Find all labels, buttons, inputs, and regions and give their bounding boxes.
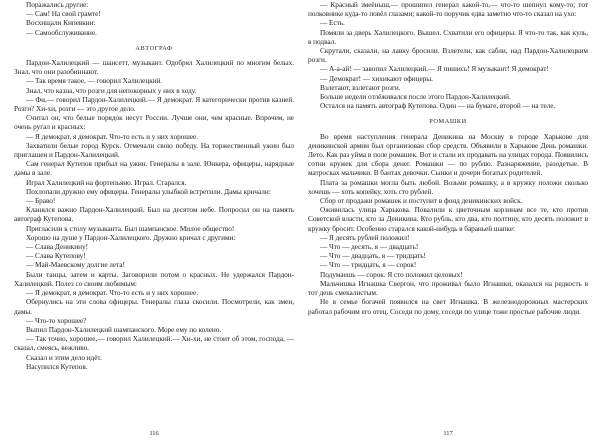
paragraph-line: Похлопали дружно ему офицеры. Генералы улыбкой встретили. Дамы кричали: xyxy=(26,186,271,196)
paragraph-line: Сам генерал Кутепов прибыл на ужин. Генералы в зале. Юнкера, офицеры, нарядные дамы в зале. xyxy=(14,159,294,178)
paragraph-line: Знал, что казна, что розги для непокорных у них в ходу. xyxy=(26,85,197,95)
paragraph-line: — Май-Маевскому долгие лета! xyxy=(26,260,125,270)
paragraph-line: — Что — десять, я — двадцать! xyxy=(320,242,419,252)
left-page-body xyxy=(14,58,294,371)
right-page-body xyxy=(308,132,588,316)
right-page xyxy=(308,0,588,448)
intro-line: Поражались другие: xyxy=(26,0,89,9)
page-number-right: 117 xyxy=(443,430,453,437)
paragraph-line: Были танцы, затем и карты. Заговорили потом о красных. Не удержался Пардон-Халилецкий. Полез со своим любимым: xyxy=(14,269,294,288)
paragraph-line: Обернулись на эти слова офицеры. Генералы глаза скосили. Посмотрели, как змеи, дамы. xyxy=(14,297,294,316)
intro-line: Восхищали Кипевкии: xyxy=(26,18,96,28)
paragraph-line: Кланялся важно Пардон-Халилецкий. Был на десятом небе. Попросил он на память автограф Кутепова. xyxy=(14,205,294,224)
paragraph-line: — А-а-ай! — завопил Халилецкий.— Я пишись! Я музыкант! Я демократ! xyxy=(320,64,549,74)
paragraph-line: Захватили белые город Курск. Отмечали свою победу. На торжественный ужин был приглашен и Пардон-Халилецкий. xyxy=(14,140,294,160)
paragraph-line: Подумаешь — сорок. Я сто положил целовых! xyxy=(320,269,463,279)
paragraph-line: Пригласили к столу музыканта. Был шампанское. Милое общество! xyxy=(26,223,235,233)
paragraph-line: Сбор от продажи ромашек и поступит в фонд деникинских войск. xyxy=(320,196,523,206)
paragraph-line: Больше недели отлёживался после этого Пардон-Халилецкий. xyxy=(320,92,511,102)
paragraph-line: Мальчишка Игнашка Свергон, что проживал было Игнашки, оказался на редкость в тот день смекалистым. xyxy=(308,278,588,298)
paragraph-line: — Красный змеёныш,— прошипел генерал какой-то,— что-то шепнул кому-то; тот полковнике куда-то повёл глазами; какой-то поручик едва заметно что-то сказал на ухо: xyxy=(308,0,588,19)
paragraph-line: — Есть. xyxy=(320,18,345,28)
paragraph-line: Плата за ромашки могла быть любой. Возьми ромашку, а в кружку положи сколько хочешь — хоть копейку, хоть сто рублей. xyxy=(308,177,588,196)
paragraph-line: Не в семье богачей появился на свет Игнашка. В железнодорожных мастерских работал рабочим его отец. Соседи по дому, соседи по улице тоже простые рабочие люди. xyxy=(308,297,588,316)
paragraph-line: — Что-то хорошее? xyxy=(26,315,87,325)
paragraph-line: Оживилась улица Харькова. Повалили к цветочным корзинам все те, кто против Советской власти, кто за Деникина. Кто рубль, кто два, кто полтину, кто десять положит в кружку бросит. Особенно старался какой-нибудь в бараньей шапке: xyxy=(308,205,588,233)
paragraph-line: — Слава Деникину! xyxy=(26,242,88,252)
paragraph-line: — Так точно, хорошее,— говорил Халилецкий.— Хи-хи, не стоит об этом, господа, — сказал, смеясь, вежливо. xyxy=(14,334,294,353)
paragraph-line: Считал он, что белые порядок несут России. Лучше они, чем красные. Впрочем, не очень ругал и красных: xyxy=(14,113,294,132)
paragraph-line: Играл Халилецкий на фортепьяно. Играл. Старался. xyxy=(26,177,187,187)
paragraph-line: Взлетают, взлетают розги. xyxy=(320,82,401,92)
paragraph-line: Скрутали, сказали, на лавку бросили. Взлетели, как сабли, над Пардон-Халилецким розги. xyxy=(308,46,588,65)
paragraph-line: Хорошо на душе у Пардон-Халилецкого. Дружно кричал с другими: xyxy=(26,232,236,242)
paragraph-line: — Слава Кутепову! xyxy=(26,251,86,261)
paragraph-line: — Я демократ, я демократ. Что-то есть и у них хорошее. xyxy=(26,288,198,298)
paragraph-line: Пардон-Халилецкий — шансетт, музыкант. Одобрял Халилецкий по многим белых. Знал, что они разобиннают. xyxy=(14,58,294,77)
section-heading-avtograf: АВТОГРАФ xyxy=(135,44,173,52)
paragraph-line: Во время наступления генерала Деникина на Москву в городе Харькове для деникинской армии был организован сбор средств. Объявили в Харькове День ромашки. Лето. Как раз уйма в поле ромашек. Вот и стали их продавать на улицах города. Появились сотни кружек для сбора денег. Ромашки — по рублю. Разнаряжение, разодетые. В матросках мальчики. В бантах девочки. Сынки и дочери богатых родителей. xyxy=(308,131,588,178)
paragraph-line: Насупился Кутепов. xyxy=(26,361,88,371)
paragraph-line: Остался на память автограф Кутепова. Один — на бумаге, второй — на теле. xyxy=(320,101,556,111)
paragraph-line: Выпил Пардон-Халилецкий шампанского. Море ему по колено. xyxy=(26,324,222,334)
intro-line: — Самообслуживание. xyxy=(26,27,97,37)
paragraph-line: — Так время такое, — говорил Халилецкий. xyxy=(26,76,163,86)
paragraph-line: — Что — двадцать, я — тридцать! xyxy=(320,251,426,261)
paragraph-line: Помяли за дверь Халилецкого. Вышел. Схватили его офицеры. Я что-то так, как куль, в подвал. xyxy=(308,27,588,46)
section-heading-romashki: РОМАШКИ xyxy=(429,118,467,126)
paragraph-line: Сказал и этим дело идёт. xyxy=(26,352,102,362)
paragraph-line: — Что — тридцать, я — сорок! xyxy=(320,260,417,270)
page-number-left: 116 xyxy=(149,430,159,437)
left-page xyxy=(14,0,294,448)
paragraph-line: — Фи,— говорил Пардон-Халилецкий.— Я демократ. Я категорически против казней. Розги? Хи-хи, розги — это другое дело. xyxy=(14,94,294,114)
right-page-top-text xyxy=(308,0,588,110)
paragraph-line: — Демократ! — хихикают офицеры. xyxy=(320,73,433,83)
paragraph-line: — Я десять рублей положил! xyxy=(320,232,410,242)
paragraph-line: — Браво! xyxy=(26,196,56,206)
intro-line: — Сам! На свой грамте! xyxy=(26,9,101,19)
paragraph-line: — Я демократ, я демократ. Что-то есть и у них хорошее. xyxy=(26,131,198,141)
